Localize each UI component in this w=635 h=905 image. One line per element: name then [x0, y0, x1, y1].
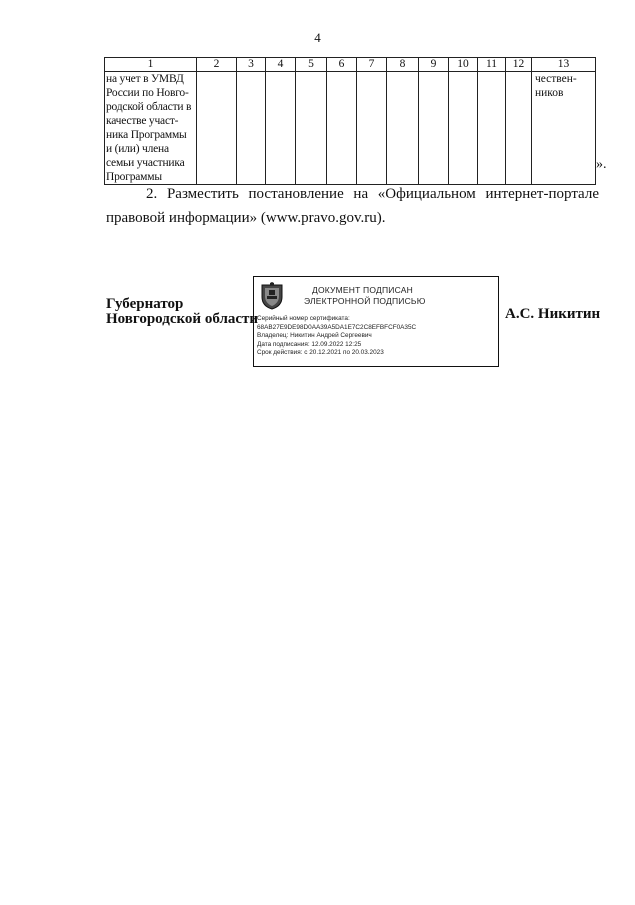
continuation-table	[104, 57, 596, 185]
cell-line: и (или) члена	[106, 143, 169, 155]
table-cell	[197, 72, 237, 185]
table-cell-col13	[532, 72, 596, 185]
cell-line: родской области в	[106, 101, 192, 113]
table-cell	[327, 72, 357, 185]
cell-line: ника Программы	[106, 129, 187, 141]
cell-line: Программы	[106, 171, 162, 183]
table-cell	[478, 72, 506, 185]
paragraph-line: правовой информации» (www.pravo.gov.ru).	[106, 210, 386, 226]
stamp-details	[257, 315, 416, 358]
table-header-cell: 12	[506, 58, 532, 72]
digital-signature-stamp	[253, 276, 499, 367]
table-cell	[266, 72, 296, 185]
signer-title-line: Новгородской области	[106, 311, 259, 327]
closing-quote: ».	[596, 157, 607, 172]
stamp-date: Дата подписания: 12.09.2022 12:25	[257, 340, 362, 348]
table-header-cell: 6	[327, 58, 357, 72]
table-header-row	[105, 58, 596, 72]
stamp-owner: Владелец: Никитин Андрей Сергеевич	[257, 332, 372, 339]
signer-title	[106, 297, 258, 327]
table-cell	[387, 72, 419, 185]
table-header-cell: 11	[478, 58, 506, 72]
stamp-heading	[304, 285, 426, 307]
table-cell	[419, 72, 449, 185]
coat-of-arms-icon	[260, 282, 284, 310]
table-row	[105, 72, 596, 185]
table-cell	[357, 72, 387, 185]
stamp-heading-line: ЭЛЕКТРОННОЙ ПОДПИСЬЮ	[304, 296, 426, 306]
stamp-validity: Срок действия: с 20.12.2021 по 20.03.2023	[257, 349, 384, 356]
stamp-serial-label: Серийный номер сертификата:	[257, 315, 350, 322]
table-header-cell: 7	[357, 58, 387, 72]
stamp-heading-line: ДОКУМЕНТ ПОДПИСАН	[312, 285, 413, 295]
table-cell	[449, 72, 478, 185]
table-header-cell: 9	[419, 58, 449, 72]
table-header-cell: 2	[197, 58, 237, 72]
page-number: 4	[314, 30, 321, 45]
table-cell-col1	[105, 72, 197, 185]
table-header-cell: 10	[449, 58, 478, 72]
table-header-cell: 1	[105, 58, 197, 72]
table-cell	[506, 72, 532, 185]
paragraph-2	[106, 182, 599, 230]
cell-line: на учет в УМВД	[106, 73, 184, 85]
table-header-cell: 4	[266, 58, 296, 72]
table-header-cell: 5	[296, 58, 327, 72]
table-header-cell: 8	[387, 58, 419, 72]
stamp-serial: 68AB27E9DE98D0AA39A5DA1E7C2C8EFBFCF0A35C	[257, 323, 417, 331]
table-cell	[237, 72, 266, 185]
cell-line: чествен-	[535, 73, 577, 85]
paragraph-line: 2. Разместить постановление на «Официальном интернет-портале	[146, 186, 599, 202]
signer-title-line: Губернатор	[106, 296, 184, 312]
table-header-cell: 13	[532, 58, 596, 72]
table-cell	[296, 72, 327, 185]
cell-line: качестве участ-	[106, 115, 179, 127]
signer-name: А.С. Никитин	[505, 306, 601, 322]
cell-line: ников	[535, 87, 564, 99]
cell-line: России по Новго-	[106, 87, 189, 99]
cell-line: семьи участника	[106, 157, 185, 169]
table-header-cell: 3	[237, 58, 266, 72]
